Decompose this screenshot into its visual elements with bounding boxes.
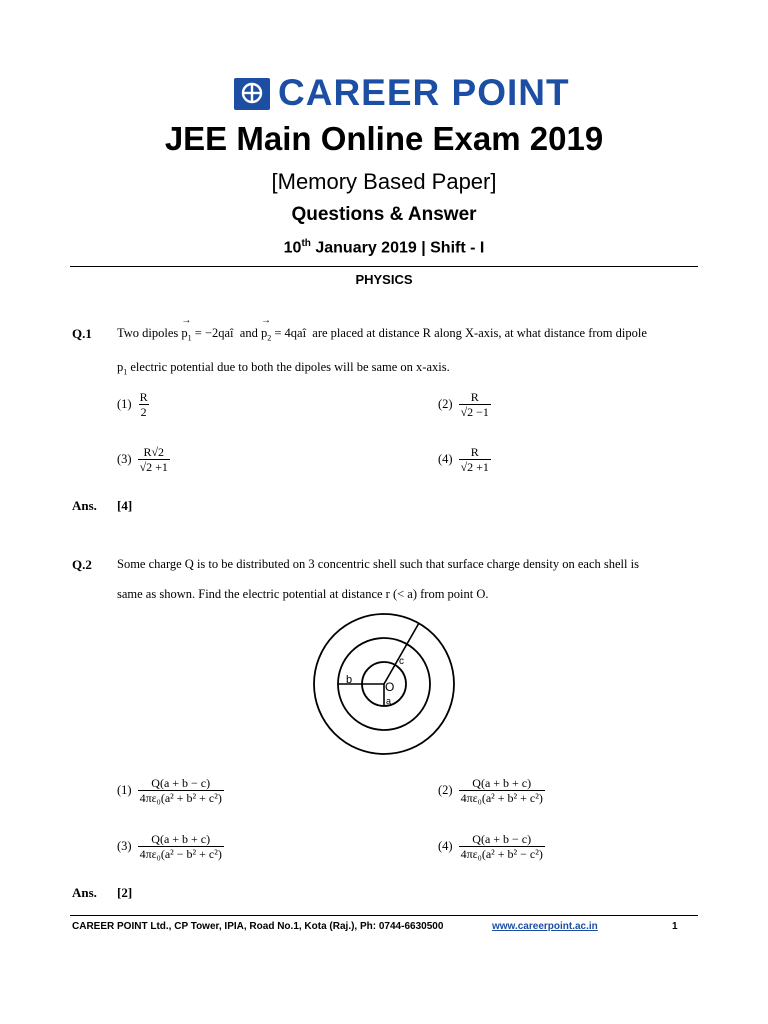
option: (1) $\frac{R}{2}$ [117,390,148,419]
label-a: a [386,696,392,706]
option: (1) $\frac{Q(a + b - c)}{\text{4πε₀(a² + b² + c²)}}$ [117,776,222,805]
footer-divider [70,915,698,916]
question-number: Q.2 [72,557,92,572]
answer-label: Ans. [72,885,97,900]
header-divider [70,266,698,267]
page-number: 1 [672,921,678,932]
question-number: Q.1 [72,326,92,341]
answer-label: Ans. [72,498,97,513]
question-text-line2: same as shown. Find the electric potential at distance r (< a) from point O. [117,587,489,601]
concentric-shells-figure [312,608,456,765]
exam-date: 10th January 2019 | Shift - I [283,238,485,257]
section-heading: Questions & Answer [291,204,477,225]
page-title: JEE Main Online Exam 2019 [164,120,604,157]
subject-heading: PHYSICS [355,272,413,287]
page-subtitle: [Memory Based Paper] [271,169,497,194]
career-point-logo-icon [234,78,270,110]
option: (4) $\frac{R}{√2 +1}$ [438,445,489,474]
logo-text: CAREER POINT [278,72,570,113]
option: (3) $\frac{Q(a + b + c)}{\text{4πε₀(a² − b² + c²)}}$ [117,832,222,861]
answer-value: [4] [117,498,133,513]
question-text: Some charge Q is to be distributed on 3 concentric shell such that surface charge density on each shell is [117,557,639,571]
option: (2) $\frac{R}{√2 -1}$ [438,390,489,419]
question-text-line2: $p_1$ electric potential due to both the dipoles will be same on x-axis. [117,360,450,377]
label-o: O [385,680,395,694]
label-b: b [346,674,353,686]
question-text: Two dipoles → $p_1$ = −2qaî and → $p_2$ = 4qaî are placed at distance R along X-axis, at what distance from dipole [117,326,697,343]
label-c: c [399,656,404,667]
answer-value: [2] [117,885,133,900]
website-link[interactable]: www.careerpoint.ac.in [492,921,598,932]
footer-address: CAREER POINT Ltd., CP Tower, IPIA, Road No.1, Kota (Raj.), Ph: 0744-6630500 [72,921,444,932]
option: (3) $\frac{R√2}{√2 +1}$ [117,445,168,474]
option: (2) $\frac{Q(a + b + c)}{\text{4πε₀(a² + b² + c²)}}$ [438,776,543,805]
option: (4) $\frac{Q(a + b - c)}{\text{4πε₀(a² + b² − c²)}}$ [438,832,543,861]
vector-p1: → $p_1$ [181,326,191,343]
vector-p2: → $p_2$ [261,326,271,343]
